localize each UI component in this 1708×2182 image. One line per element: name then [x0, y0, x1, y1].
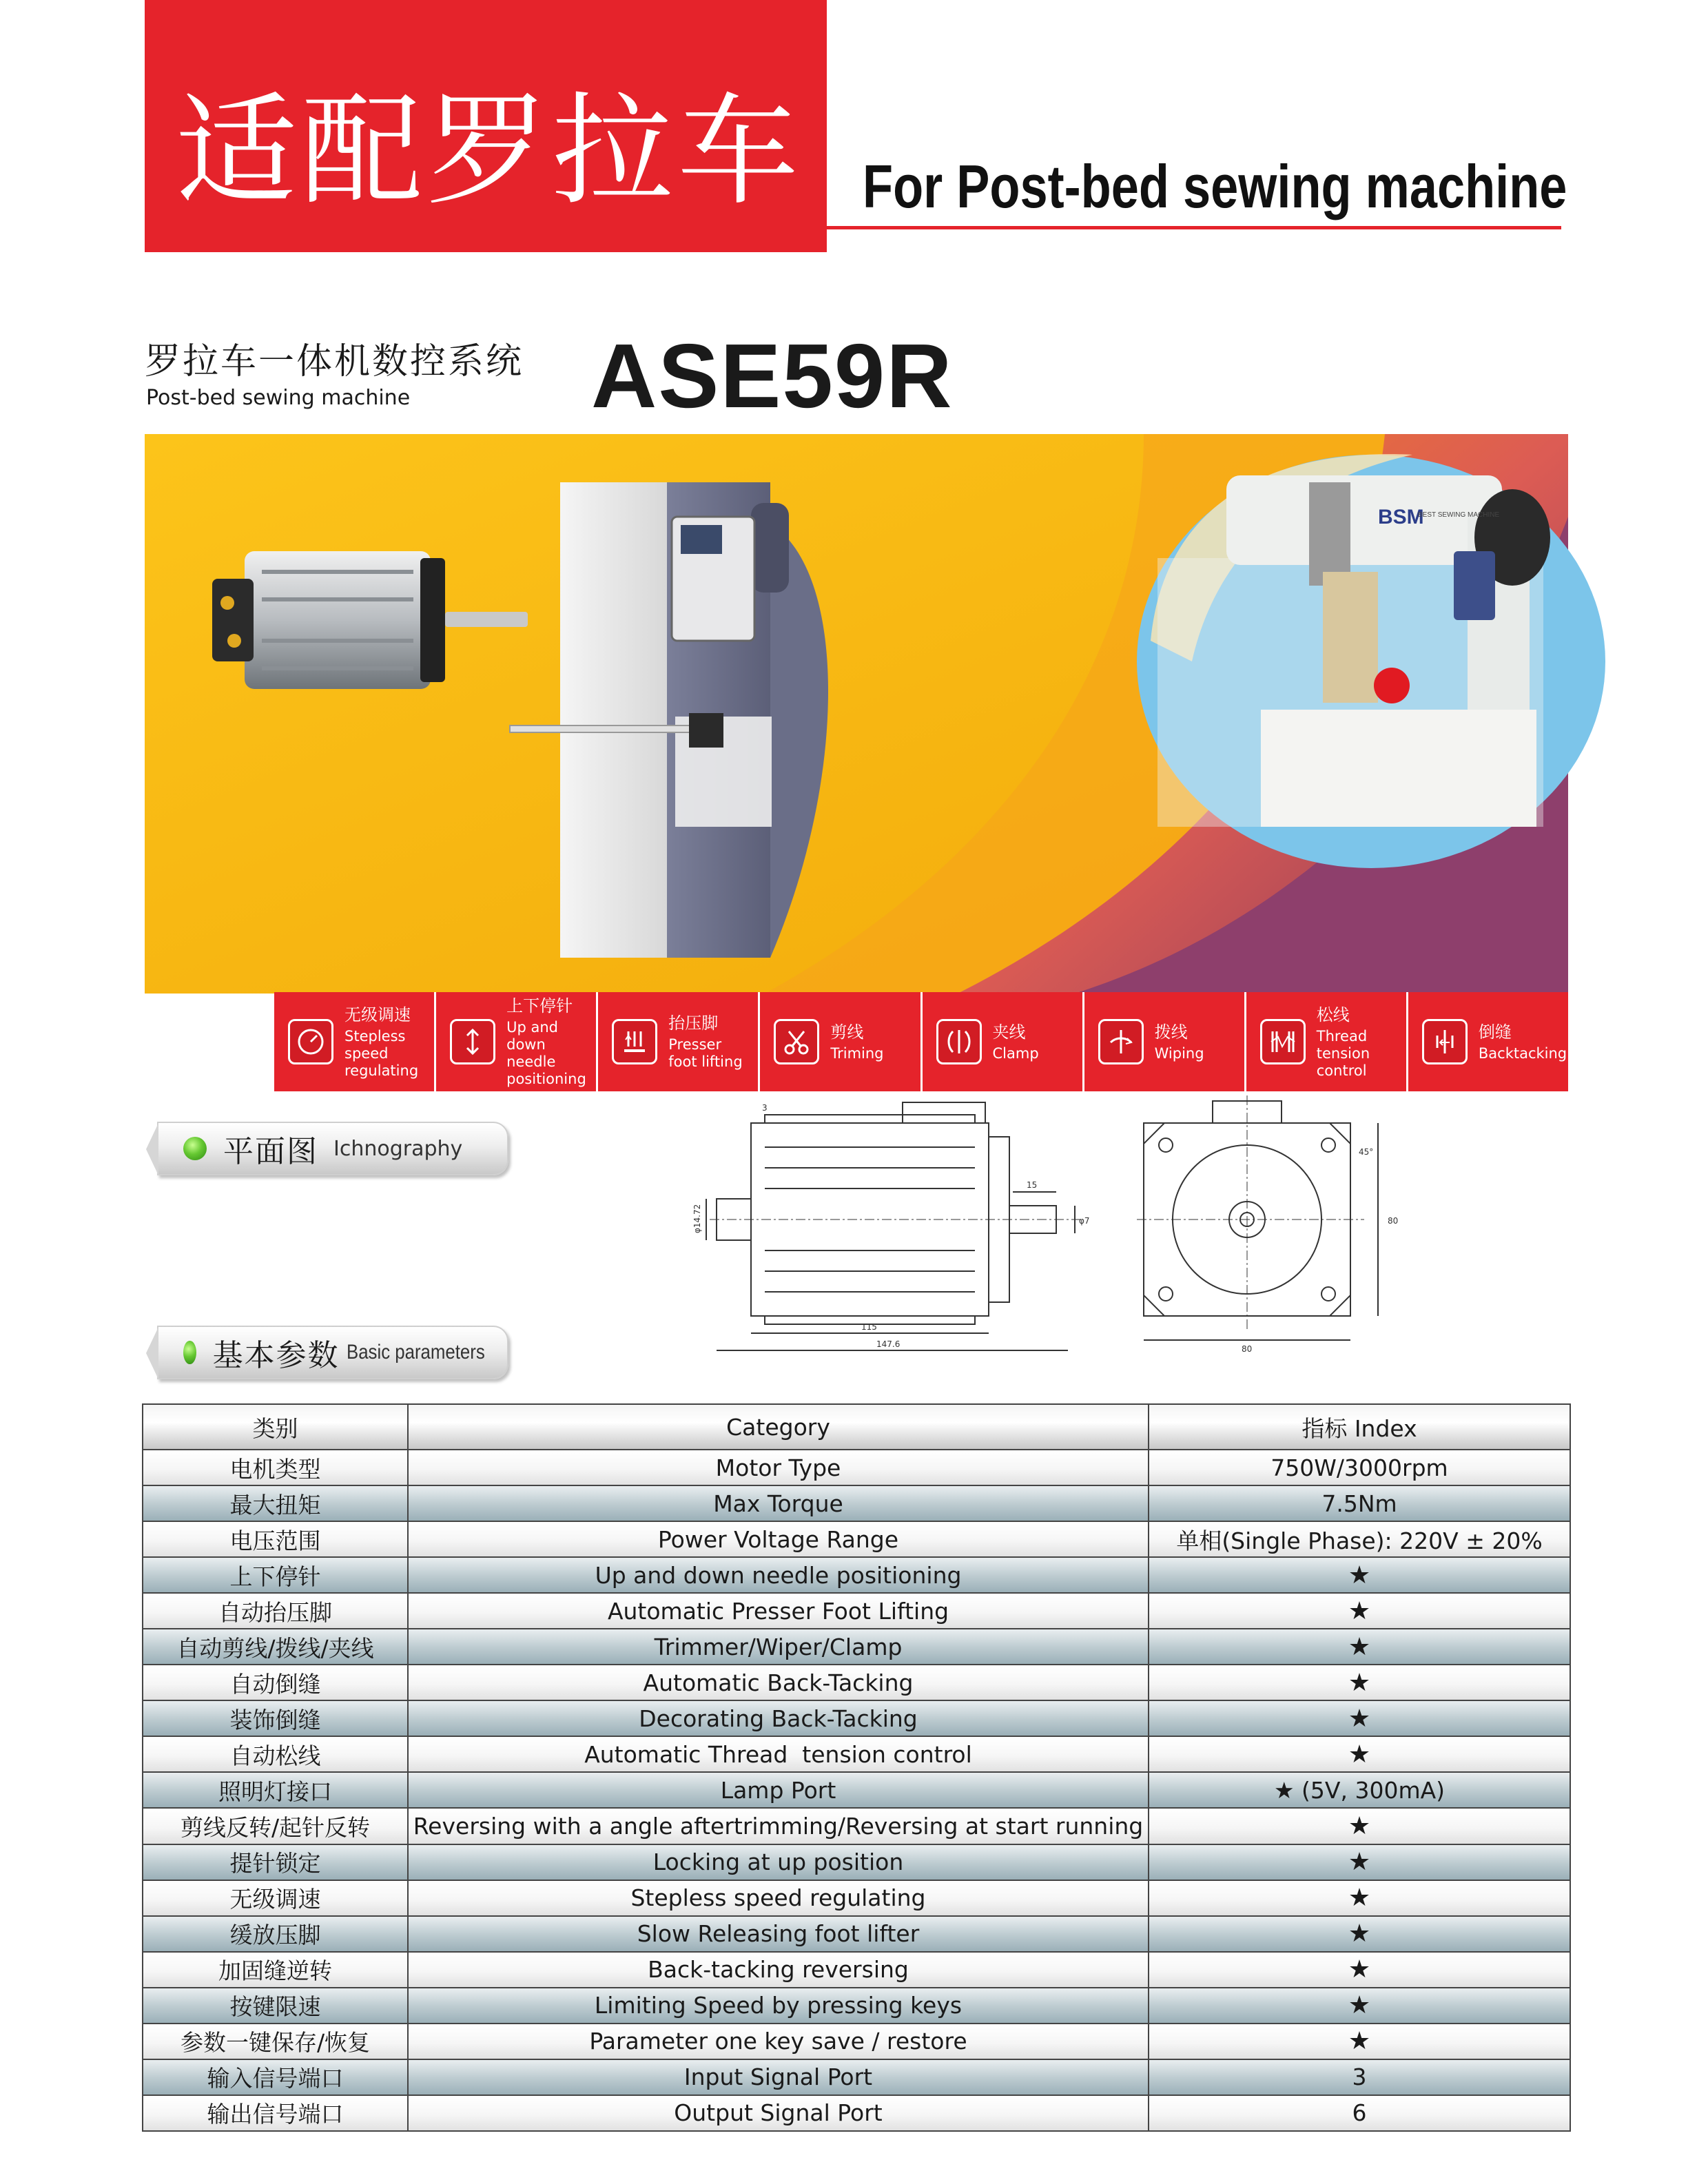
row-cn: 按键限速	[143, 1988, 408, 2024]
table-row	[143, 2024, 1570, 2059]
feature-label-cn: 无级调速	[344, 1005, 411, 1025]
table-row	[143, 1844, 1570, 1880]
row-value: ★ (5V, 300mA)	[1149, 1772, 1570, 1808]
row-value: 单相(Single Phase): 220V ± 20%	[1149, 1521, 1570, 1557]
row-value: ★	[1149, 1557, 1570, 1593]
feature-label-cn: 夹线	[992, 1022, 1026, 1042]
row-cn: 无级调速	[143, 1880, 408, 1916]
header-index: 指标 Index	[1149, 1404, 1570, 1450]
row-value: ★	[1149, 1593, 1570, 1629]
speed-dial-icon	[288, 1019, 333, 1064]
dim-shaft-side: φ7	[1079, 1216, 1090, 1226]
row-cn: 加固缝逆转	[143, 1952, 408, 1988]
row-en: Automatic Presser Foot Lifting	[408, 1593, 1149, 1629]
scissors-icon	[774, 1019, 819, 1064]
table-row	[143, 1916, 1570, 1952]
feature-label-en: Triming	[830, 1044, 884, 1062]
row-value: ★	[1149, 1808, 1570, 1844]
row-value: ★	[1149, 1916, 1570, 1952]
motor-side-drawing	[692, 1095, 1109, 1357]
row-value: 7.5Nm	[1149, 1485, 1570, 1521]
row-cn: 上下停针	[143, 1557, 408, 1593]
section-basic-params-tab	[157, 1326, 508, 1379]
table-row	[143, 1772, 1570, 1808]
table-row	[143, 1485, 1570, 1521]
table-row	[143, 1665, 1570, 1700]
table-row	[143, 1700, 1570, 1736]
table-row	[143, 1593, 1570, 1629]
clamp-icon	[936, 1019, 982, 1064]
presser-foot-icon	[612, 1019, 657, 1064]
row-value: ★	[1149, 1629, 1570, 1665]
row-value: ★	[1149, 1665, 1570, 1700]
row-cn: 输入信号端口	[143, 2059, 408, 2095]
row-en: Motor Type	[408, 1450, 1149, 1485]
section-title-cn: 平面图	[223, 1134, 318, 1169]
dim-width: 80	[1242, 1344, 1253, 1354]
row-cn: 自动倒缝	[143, 1665, 408, 1700]
feature-label-en: Up and down needle positioning	[506, 1019, 586, 1087]
table-row	[143, 1557, 1570, 1593]
feature-label-cn: 抬压脚	[668, 1013, 719, 1033]
row-cn: 提针锁定	[143, 1844, 408, 1880]
feature-bar	[274, 992, 1568, 1091]
row-value: ★	[1149, 1952, 1570, 1988]
section-title-en: Ichnography	[333, 1136, 463, 1161]
title-en: For Post-bed sewing machine	[863, 152, 1567, 220]
feature-label-en: Presser foot lifting	[668, 1036, 743, 1070]
feature-label-cn: 倒缝	[1478, 1022, 1512, 1042]
feature-label-en: Thread tension control	[1316, 1027, 1370, 1079]
green-dot-icon	[183, 1341, 196, 1364]
machine-brand-sub: BEST SEWING MACHINE	[1418, 511, 1500, 519]
feature-wiping	[1084, 992, 1246, 1091]
green-dot-icon	[183, 1137, 207, 1160]
backtacking-icon	[1422, 1019, 1468, 1064]
header-cn: 类别	[143, 1404, 408, 1450]
feature-clamp	[923, 992, 1084, 1091]
feature-trimming	[760, 992, 922, 1091]
table-row	[143, 1629, 1570, 1665]
row-value: 750W/3000rpm	[1149, 1450, 1570, 1485]
row-en: Max Torque	[408, 1485, 1149, 1521]
table-row	[143, 1880, 1570, 1916]
table-row	[143, 2095, 1570, 2131]
table-row	[143, 1450, 1570, 1485]
dim-shaft: 15	[1027, 1180, 1038, 1190]
feature-label-cn: 剪线	[830, 1022, 864, 1042]
dim-total: 147.6	[876, 1339, 901, 1349]
needle-positioning-icon	[450, 1019, 495, 1064]
table-row	[143, 1736, 1570, 1772]
row-cn: 输出信号端口	[143, 2095, 408, 2131]
feature-label-en: Clamp	[992, 1044, 1039, 1062]
machine-brand: BSM	[1378, 506, 1424, 528]
banner-illustration	[145, 434, 1568, 994]
product-banner	[145, 434, 1568, 994]
motor-front-drawing	[1130, 1095, 1440, 1357]
feature-backtacking	[1408, 992, 1568, 1091]
row-cn: 自动抬压脚	[143, 1593, 408, 1629]
product-name-cn: 罗拉车一体机数控系统	[145, 341, 524, 382]
feature-label-en: Stepless speed regulating	[344, 1027, 419, 1079]
row-en: Output Signal Port	[408, 2095, 1149, 2131]
thread-tension-icon	[1260, 1019, 1306, 1064]
row-cn: 自动松线	[143, 1736, 408, 1772]
feature-label-en: Backtacking	[1478, 1044, 1567, 1062]
wiper-icon	[1098, 1019, 1144, 1064]
row-value: ★	[1149, 1988, 1570, 2024]
row-value: ★	[1149, 1880, 1570, 1916]
row-cn: 装饰倒缝	[143, 1700, 408, 1736]
row-cn: 参数一键保存/恢复	[143, 2024, 408, 2059]
section-ichnography-tab	[157, 1122, 508, 1175]
row-en: Decorating Back-Tacking	[408, 1700, 1149, 1736]
row-en: Lamp Port	[408, 1772, 1149, 1808]
table-row	[143, 1521, 1570, 1557]
row-en: Power Voltage Range	[408, 1521, 1149, 1557]
row-en: Automatic Thread tension control	[408, 1736, 1149, 1772]
row-cn: 电机类型	[143, 1450, 408, 1485]
dim-left: φ14.72	[692, 1204, 702, 1233]
feature-label-cn: 上下停针	[506, 996, 573, 1016]
product-name-en: Post-bed sewing machine	[146, 386, 411, 410]
row-en: Back-tacking reversing	[408, 1952, 1149, 1988]
table-header-row	[143, 1404, 1570, 1450]
model-number: ASE59R	[591, 325, 954, 426]
table-row	[143, 2059, 1570, 2095]
row-value: 3	[1149, 2059, 1570, 2095]
dim-height: 80	[1388, 1216, 1399, 1226]
feature-stepless-speed	[274, 992, 436, 1091]
header-en: Category	[408, 1404, 1149, 1450]
row-en: Slow Releasing foot lifter	[408, 1916, 1149, 1952]
row-en: Up and down needle positioning	[408, 1557, 1149, 1593]
row-en: Locking at up position	[408, 1844, 1149, 1880]
title-underline	[827, 226, 1561, 229]
dim-angle: 45°	[1359, 1147, 1374, 1157]
row-value: ★	[1149, 1844, 1570, 1880]
row-value: ★	[1149, 1700, 1570, 1736]
dim-inner: 115	[861, 1322, 877, 1332]
table-row	[143, 1952, 1570, 1988]
feature-label-cn: 松线	[1316, 1005, 1350, 1025]
row-cn: 电压范围	[143, 1521, 408, 1557]
row-value: 6	[1149, 2095, 1570, 2131]
row-en: Parameter one key save / restore	[408, 2024, 1149, 2059]
feature-thread-tension	[1246, 992, 1408, 1091]
table-row	[143, 1808, 1570, 1844]
row-en: Stepless speed regulating	[408, 1880, 1149, 1916]
row-en: Automatic Back-Tacking	[408, 1665, 1149, 1700]
row-cn: 照明灯接口	[143, 1772, 408, 1808]
row-value: ★	[1149, 2024, 1570, 2059]
row-cn: 剪线反转/起针反转	[143, 1808, 408, 1844]
dim-top: 3	[762, 1103, 768, 1113]
feature-label-en: Wiping	[1154, 1044, 1204, 1062]
feature-presser-foot	[598, 992, 760, 1091]
table-row	[143, 1988, 1570, 2024]
row-cn: 最大扭矩	[143, 1485, 408, 1521]
feature-label-cn: 拨线	[1154, 1022, 1188, 1042]
section-title-cn: 基本参数	[212, 1338, 340, 1373]
row-en: Reversing with a angle aftertrimming/Reversing at start running	[408, 1808, 1149, 1844]
row-en: Trimmer/Wiper/Clamp	[408, 1629, 1149, 1665]
section-title-en: Basic parameters	[346, 1341, 485, 1363]
parameters-table	[142, 1403, 1571, 2132]
row-value: ★	[1149, 1736, 1570, 1772]
row-cn: 缓放压脚	[143, 1916, 408, 1952]
title-cn: 适配罗拉车	[176, 81, 803, 222]
row-cn: 自动剪线/拨线/夹线	[143, 1629, 408, 1665]
row-en: Limiting Speed by pressing keys	[408, 1988, 1149, 2024]
feature-needle-positioning	[436, 992, 598, 1091]
row-en: Input Signal Port	[408, 2059, 1149, 2095]
